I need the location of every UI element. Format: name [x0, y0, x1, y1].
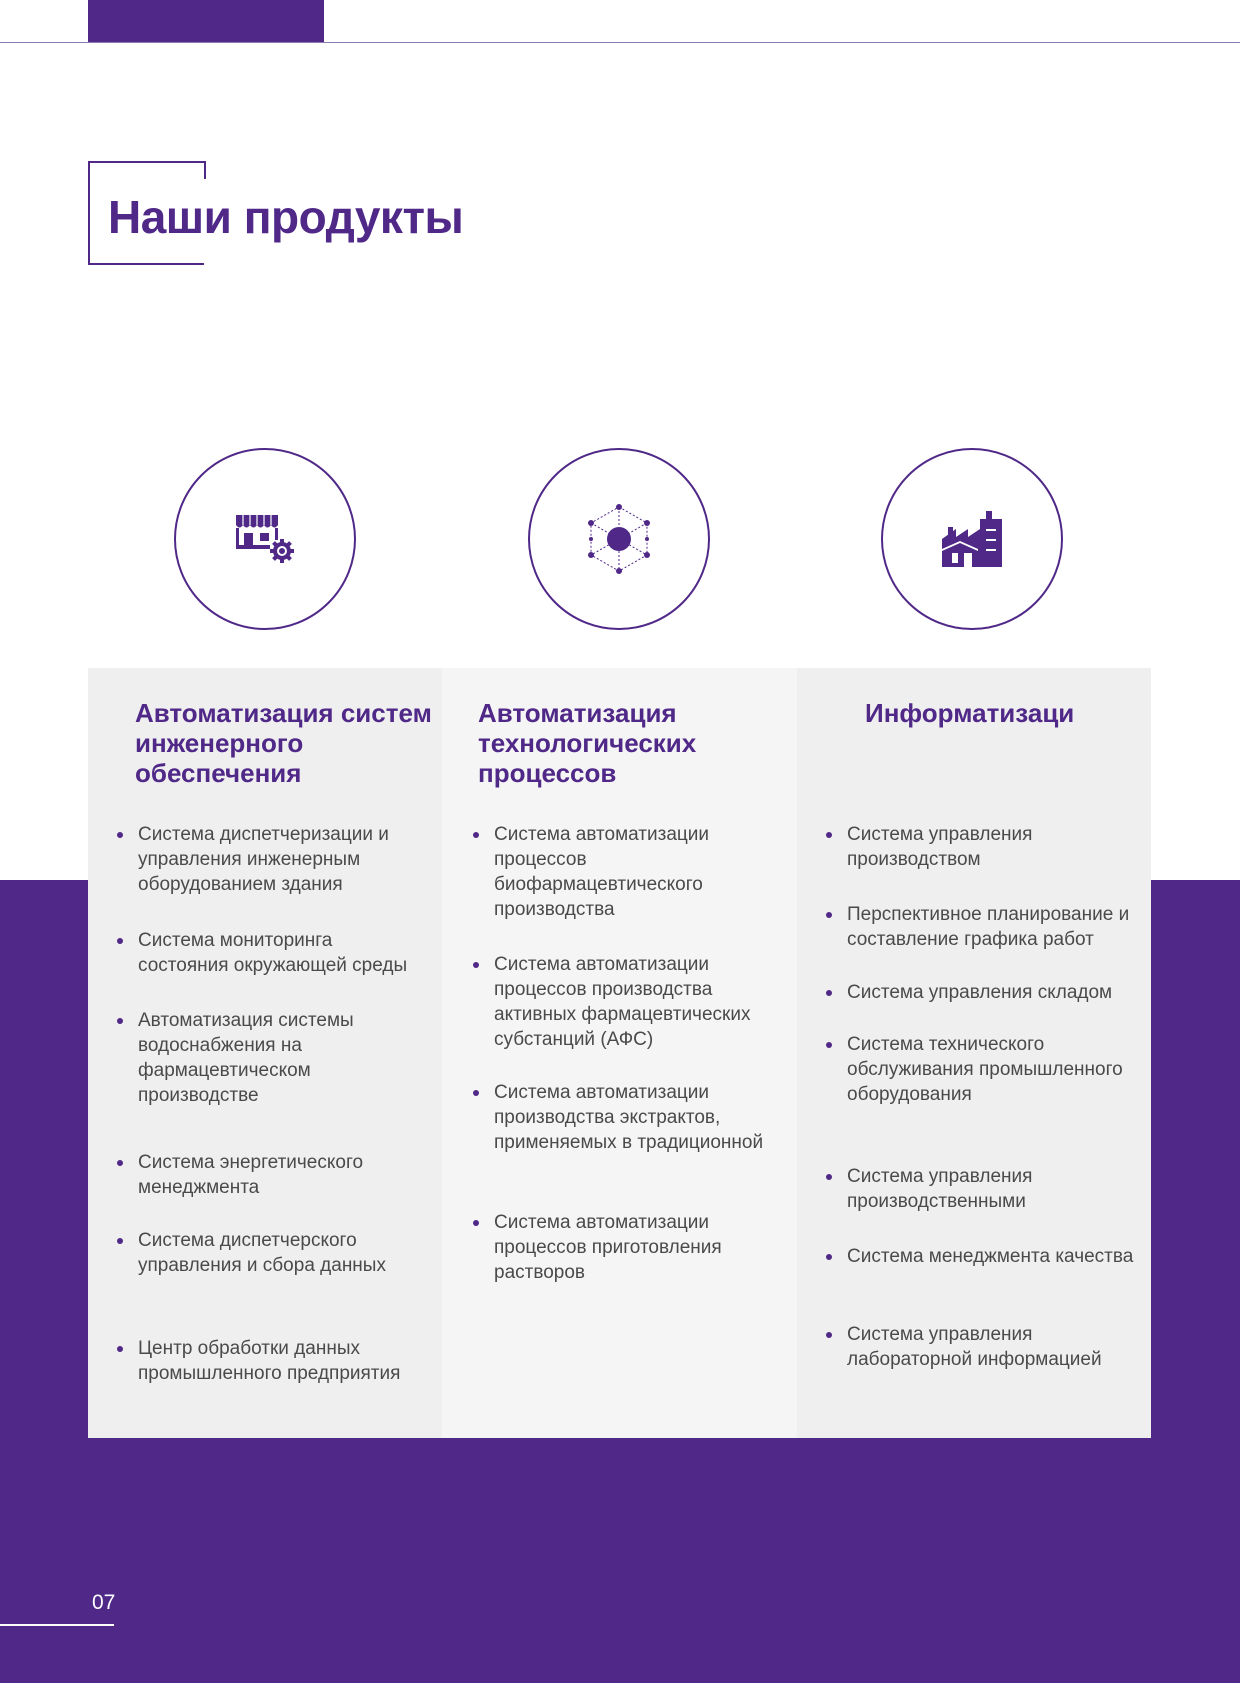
list-item: Система диспетчерского управления и сбора данных	[116, 1228, 426, 1278]
list-item: Система автоматизации процессов производства активных фармацевтических субстанций (АФС)	[472, 952, 777, 1052]
list-item: Система управления складом	[825, 980, 1112, 1005]
factory-icon	[940, 509, 1004, 569]
list-item: Система менеджмента качества	[825, 1244, 1133, 1269]
list-item: Автоматизация системы водоснабжения на фармацевтическом производстве	[116, 1008, 426, 1108]
list-item: Система управления лабораторной информацией	[825, 1322, 1145, 1372]
column-heading: Информатизаци	[865, 698, 1075, 728]
list-item: Система автоматизации процессов приготовления растворов	[472, 1210, 777, 1285]
product-column-informatization	[797, 668, 1151, 1438]
product-column-process	[442, 668, 797, 1438]
list-item: Система управления производственными	[825, 1164, 1145, 1214]
icon-circle-engineering	[174, 448, 356, 630]
list-item: Система автоматизации производства экстрактов, применяемых в традиционной	[472, 1080, 777, 1155]
storefront-gear-icon	[234, 513, 296, 565]
icon-circle-informatization	[881, 448, 1063, 630]
list-item: Система автоматизации процессов биофармацевтического производства	[472, 822, 777, 922]
icon-circle-process	[528, 448, 710, 630]
page-number: 07	[92, 1591, 116, 1614]
list-item: Перспективное планирование и составление графика работ	[825, 902, 1145, 952]
list-item: Система мониторинга состояния окружающей среды	[116, 928, 426, 978]
header-tab	[88, 0, 324, 42]
page-title: Наши продукты	[108, 191, 464, 243]
list-item: Центр обработки данных промышленного предприятия	[116, 1336, 426, 1386]
network-hub-icon	[586, 504, 652, 574]
list-item: Система диспетчеризации и управления инженерным оборудованием здания	[116, 822, 426, 897]
column-heading: Автоматизация систем инженерного обеспечения	[135, 698, 432, 788]
column-heading: Автоматизация технологических процессов	[478, 698, 697, 788]
product-column-engineering	[88, 668, 442, 1438]
list-item: Система технического обслуживания промышленного оборудования	[825, 1032, 1145, 1107]
header-rule	[0, 42, 1240, 43]
list-item: Система управления производством	[825, 822, 1145, 872]
list-item: Система энергетического менеджмента	[116, 1150, 426, 1200]
page-number-rule	[0, 1624, 114, 1626]
